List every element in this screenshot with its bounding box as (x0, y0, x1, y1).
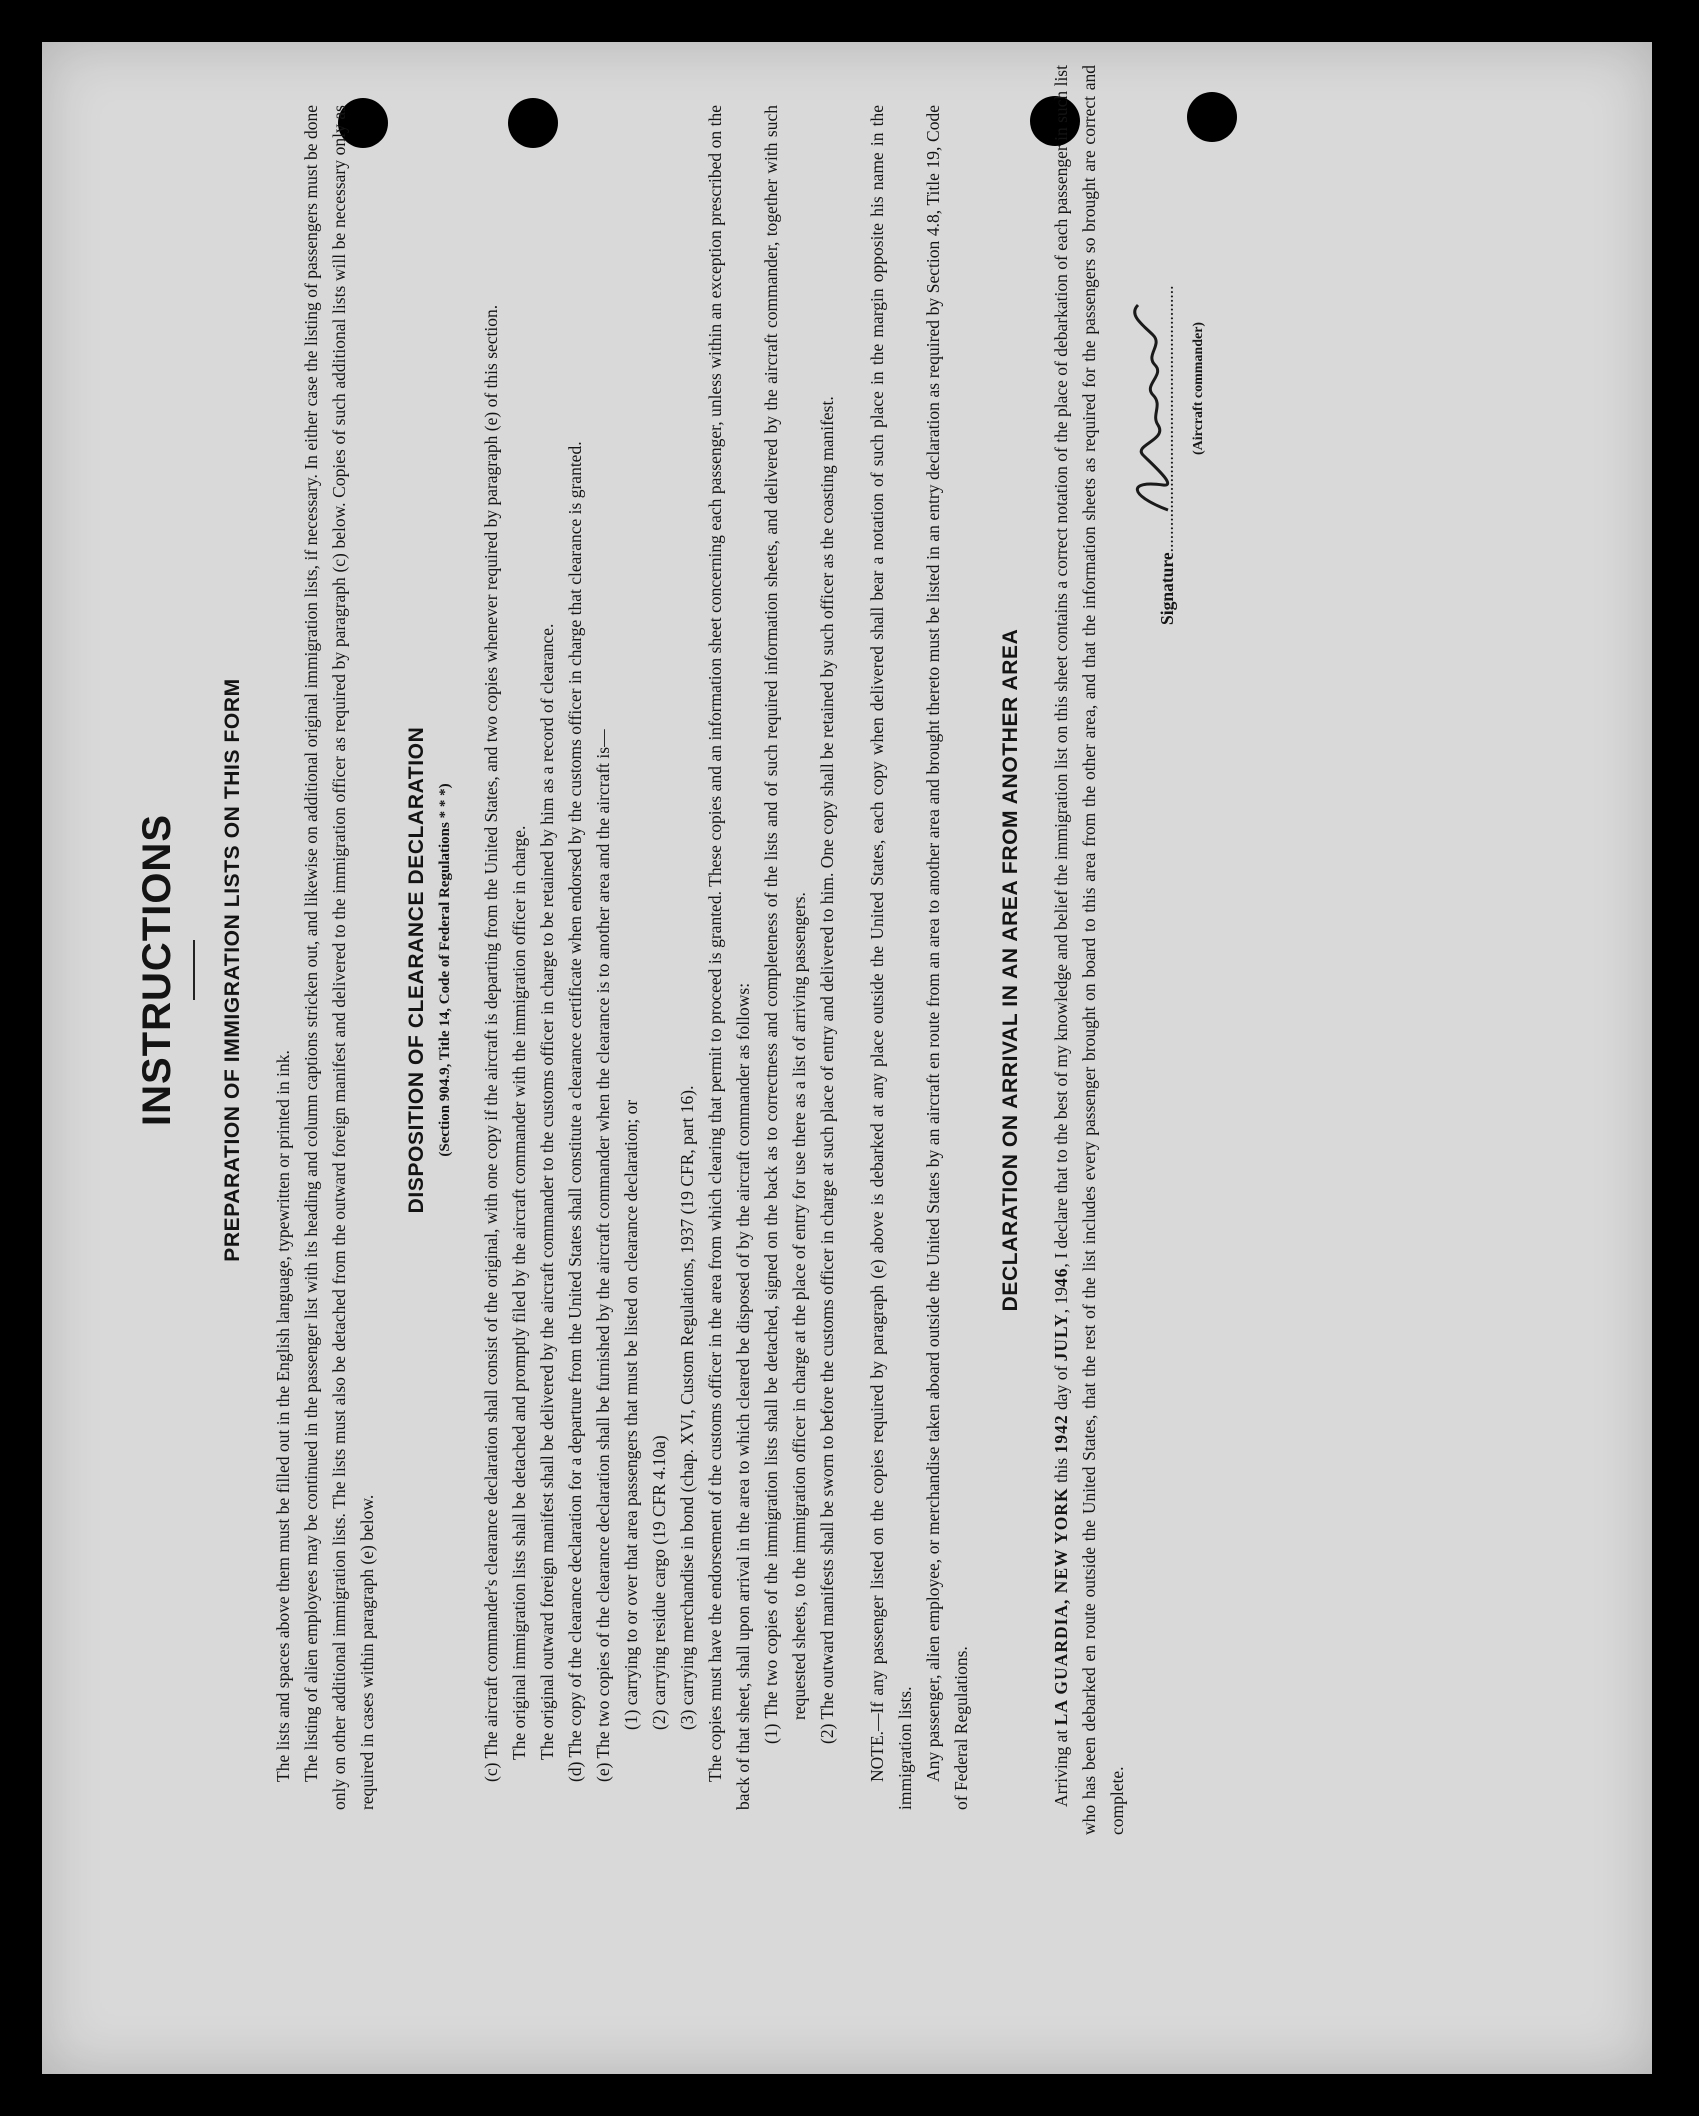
disposition-subheading: (Section 904.9, Title 14, Code of Federal Regulations * * *) (437, 783, 453, 1157)
declaration-text: this (1051, 1453, 1071, 1488)
paragraph-c: (c) The aircraft commander's clearance declaration shall consist of the original, with one copy if the aircraft is departing from the United States, and two copies whenever required by paragraph (e) of this section. (481, 304, 501, 1782)
paragraph-e-3: (3) carrying merchandise in bond (chap. XVI, Custom Regulations, 1937 (19 CFR, part 16). (677, 1085, 697, 1730)
paragraph-f-1: (1) The two copies of the immigration lists shall be detached, signed on the back as to correctness and completeness of the lists and of such required information sheets, and delivered by the aircraft commander, together with such requested sheets, to the immigration officer in charge at the place of entry for use there as a list of arriving passengers. (761, 105, 809, 1744)
declaration-text: day of (1051, 1361, 1071, 1415)
declaration-heading: DECLARATION ON ARRIVAL IN AN AREA FROM ANOTHER AREA (999, 628, 1022, 1312)
page-title: INSTRUCTIONS (135, 814, 179, 1126)
arrival-place: LA GUARDIA, NEW YORK (1051, 1487, 1071, 1726)
signature-label: Signature (1157, 552, 1177, 625)
day-value: 1942 (1051, 1414, 1071, 1454)
signature-dots: ............................................................. (1157, 285, 1177, 553)
prep-section (269, 5, 381, 1935)
prep-paragraph-2: The listing of alien employees may be continued in the passenger list with its heading and column captions stricken out, and likewise on additional original immigration lists, if necessary. In either case the listing of passengers must be done only on other additional immigration lists. The lists must also be detached from the outward foreign manifest and delivered to the immigration officer as required by paragraph (c) below. Copies of such additional lists will be necessary only as required in cases within paragraph (e) below. (301, 105, 377, 1810)
declaration-text: Arriving at (1051, 1725, 1071, 1807)
paragraph-e-1: (1) carrying to or over that area passengers that must be listed on clearance declaration; or (621, 1099, 641, 1730)
declaration-text: , 19 (1051, 1286, 1071, 1314)
paragraph-e-2: (2) carrying residue cargo (19 CFR 4.10a) (649, 1435, 669, 1730)
year-value: 46 (1051, 1267, 1071, 1287)
paragraph-f-2: (2) The outward manifests shall be sworn to before the customs officer in charge at such place of entry and delivered to him. One copy shall be retained by such officer as the coasting manifest. (817, 396, 837, 1744)
signature-line (1153, 65, 1213, 1835)
paragraph-e: (e) The two copies of the clearance declaration shall be furnished by the aircraft commander when the clearance is to another area and the aircraft is— (593, 729, 613, 1782)
disposition-section (477, 5, 975, 1935)
title-underline (193, 940, 195, 1000)
rotated-content (135, 5, 1455, 1935)
note-paragraph-2: Any passenger, alien employee, or merchandise taken aboard outside the United States by an aircraft en route from an area to another area and brought thereto must be listed in an entry declaration as required by Section 4.8, Title 19, Code of Federal Regulations. (923, 105, 971, 1810)
handwritten-signature (1123, 295, 1183, 515)
declaration-text: , I declare that to the best of my knowledge and belief the immigration list on this sheet contains a correct notation of the place of debarkation of each passenger in such list who has been debarked en route outside the United States, that the rest of the list includes every passenger brought on board to this area from the other area, and that the information sheets as required for the passengers so brought are correct and complete. (1051, 65, 1127, 1835)
prep-paragraph-1: The lists and spaces above them must be filled out in the English language, typewritten or printed in ink. (273, 1050, 293, 1782)
paragraph-d: (d) The copy of the clearance declaration for a departure from the United States shall constitute a clearance certificate when endorsed by the customs officer in charge that clearance is granted. (565, 441, 585, 1782)
declaration-paragraph (1047, 65, 1131, 1835)
prep-heading: PREPARATION OF IMMIGRATION LISTS ON THIS FORM (221, 678, 244, 1262)
disposition-heading: DISPOSITION OF CLEARANCE DECLARATION (405, 726, 428, 1214)
declaration-section (1047, 5, 1213, 1935)
signature-caption: (Aircraft commander) (1191, 321, 1206, 455)
paragraph-c-2: The original immigration lists shall be detached and promptly filed by the aircraft commander with the immigration officer in charge. (509, 825, 529, 1760)
note-paragraph: NOTE.—If any passenger listed on the copies required by paragraph (e) above is debarked at any place outside the United States, each copy when delivered shall bear a notation of such place in the margin opposite his name in the immigration lists. (867, 105, 915, 1810)
paragraph-c-3: The original outward foreign manifest shall be delivered by the aircraft commander to the customs officer in charge to be retained by him as a record of clearance. (537, 623, 557, 1760)
paragraph-e-4: The copies must have the endorsement of the customs officer in the area from which clearing that permit to proceed is granted. These copies and an information sheet concerning each passenger, unless within an exception prescribed on the back of that sheet, shall upon arrival in the area to which cleared be disposed of by the aircraft commander as follows: (705, 105, 753, 1810)
month-value: JULY (1051, 1313, 1071, 1362)
